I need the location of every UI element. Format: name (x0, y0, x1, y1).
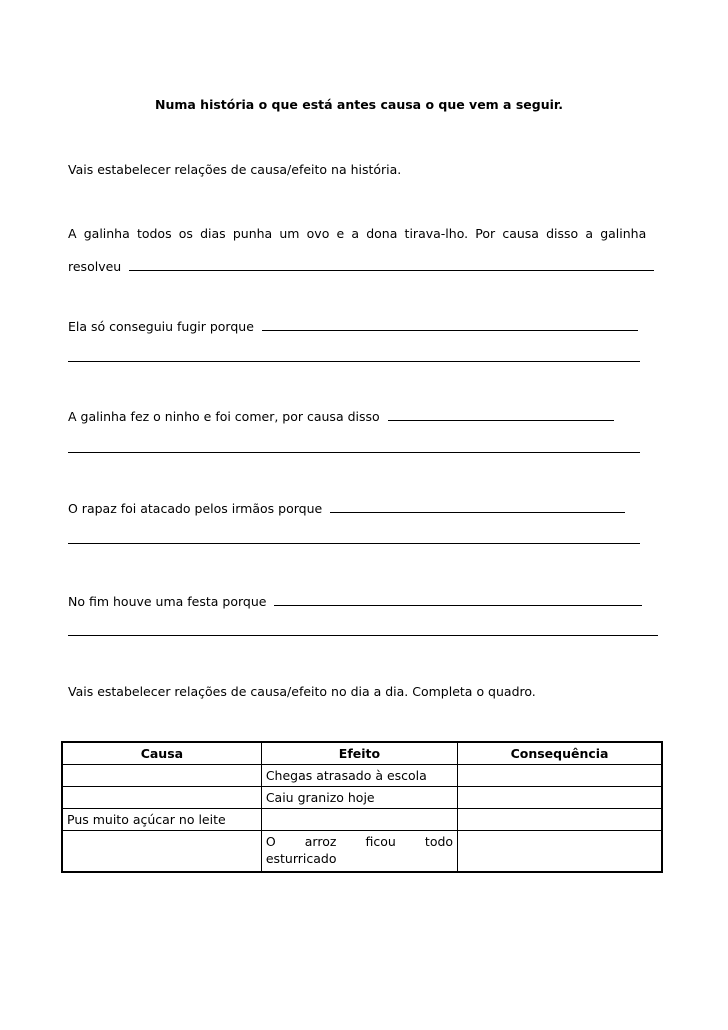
answer-blank-4a[interactable] (330, 500, 625, 513)
header-efeito: Efeito (261, 742, 457, 765)
cell-causa: Pus muito açúcar no leite (62, 809, 261, 831)
cause-effect-table (61, 741, 663, 873)
table-row (62, 831, 662, 873)
cell-efeito (261, 831, 457, 873)
question-5 (68, 593, 642, 609)
question-1-line-1: A galinha todos os dias punha um ovo e a dona tirava-lho. Por causa disso a galinha (68, 226, 647, 241)
cell-consequencia[interactable] (458, 831, 662, 873)
cell-consequencia[interactable] (458, 765, 662, 787)
cell-causa[interactable] (62, 765, 261, 787)
cell-causa[interactable] (62, 831, 261, 873)
question-2 (68, 318, 638, 334)
answer-blank-2a[interactable] (262, 318, 638, 331)
cell-consequencia[interactable] (458, 809, 662, 831)
cell-efeito[interactable] (261, 809, 457, 831)
answer-blank-1[interactable] (129, 258, 654, 271)
question-4 (68, 500, 625, 516)
answer-blank-3a[interactable] (388, 408, 614, 421)
answer-blank-5b[interactable] (68, 635, 658, 636)
question-1-line-2 (68, 258, 654, 274)
cell-efeito: Chegas atrasado à escola (261, 765, 457, 787)
cell-efeito-line-2: esturricado (265, 851, 337, 866)
cell-efeito-line-1 (266, 833, 453, 850)
word: arroz (304, 834, 337, 849)
cell-consequencia[interactable] (458, 787, 662, 809)
question-3 (68, 408, 614, 424)
question-2-label: Ela só conseguiu fugir porque (68, 319, 254, 334)
table-row (62, 787, 662, 809)
cell-efeito: Caiu granizo hoje (261, 787, 457, 809)
table-header-row (62, 742, 662, 765)
word: ficou (365, 834, 396, 849)
question-3-label: A galinha fez o ninho e foi comer, por causa disso (68, 409, 380, 424)
answer-blank-3b[interactable] (68, 452, 640, 453)
question-5-label: No fim houve uma festa porque (68, 594, 267, 609)
word: todo (424, 834, 454, 849)
answer-blank-2b[interactable] (68, 361, 640, 362)
header-causa: Causa (62, 742, 261, 765)
header-consequencia: Consequência (458, 742, 662, 765)
cell-causa[interactable] (62, 787, 261, 809)
section2-intro: Vais estabelecer relações de causa/efeito no dia a dia. Completa o quadro. (68, 684, 536, 699)
word: O (265, 834, 276, 849)
question-4-label: O rapaz foi atacado pelos irmãos porque (68, 501, 323, 516)
section1-intro: Vais estabelecer relações de causa/efeito na história. (68, 162, 402, 177)
table-row (62, 765, 662, 787)
table-row (62, 809, 662, 831)
question-1-label: resolveu (68, 259, 122, 274)
answer-blank-4b[interactable] (68, 543, 640, 544)
answer-blank-5a[interactable] (274, 593, 642, 606)
page-title: Numa história o que está antes causa o que vem a seguir. (155, 97, 564, 112)
